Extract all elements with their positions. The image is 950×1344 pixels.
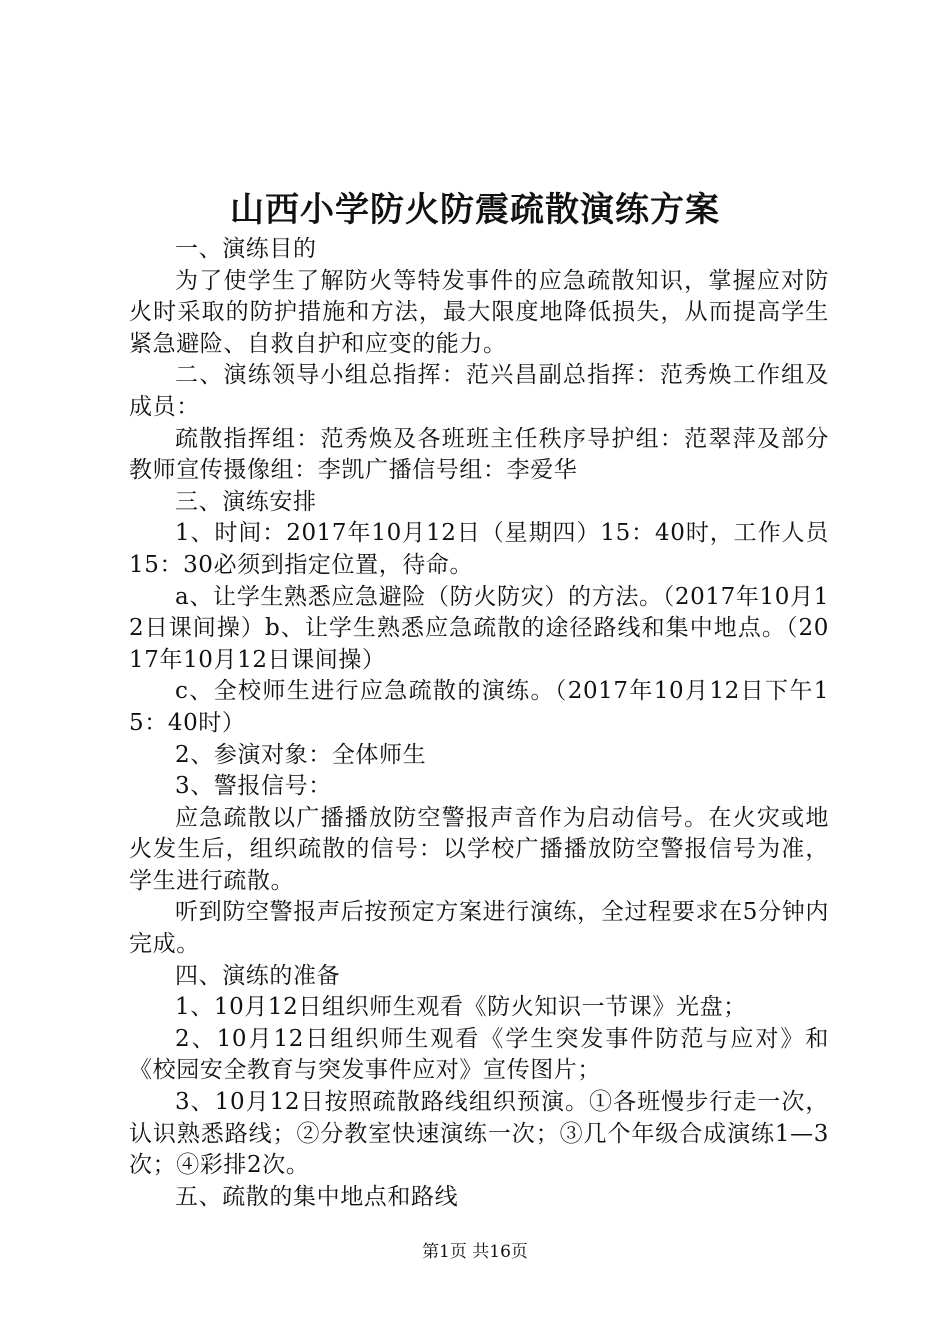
paragraph: 2、10月12日组织师生观看《学生突发事件防范与应对》和《校园安全教育与突发事件应对》宣传图片； <box>129 1025 829 1084</box>
paragraph: 一、演练目的 <box>175 236 317 262</box>
page-number: 第1页 共16页 <box>422 1242 528 1262</box>
paragraph: 五、疏散的集中地点和路线 <box>175 1183 459 1210</box>
paragraph: 疏散指挥组：范秀焕及各班班主任秩序导护组：范翠萍及部分教师宣传摄像组：李凯广播信号组：李爱华 <box>129 425 829 484</box>
paragraph: 四、演练的准备 <box>175 962 341 989</box>
paragraph: 3、警报信号： <box>175 773 332 800</box>
paragraph: 听到防空警报声后按预定方案进行演练，全过程要求在5分钟内完成。 <box>129 899 829 958</box>
paragraph: 1、10月12日组织师生观看《防火知识一节课》光盘； <box>175 994 747 1021</box>
paragraph: 3、10月12日按照疏散路线组织预演。①各班慢步行走一次，认识熟悉路线；②分教室快速演练一次；③几个年级合成演练1—3次；④彩排2次。 <box>129 1089 829 1179</box>
paragraph: 为了使学生了解防火等特发事件的应急疏散知识，掌握应对防火时采取的防护措施和方法，最大限度地降低损失，从而提高学生紧急避险、自救自护和应变的能力。 <box>129 267 829 357</box>
paragraph: 应急疏散以广播播放防空警报声音作为启动信号。在火灾或地火发生后，组织疏散的信号：以学校广播播放防空警报信号为准，学生进行疏散。 <box>129 804 829 894</box>
document-title: 山西小学防火防震疏散演练方案 <box>230 190 720 230</box>
paragraph: 二、演练领导小组总指挥：范兴昌副总指挥：范秀焕工作组及成员： <box>129 362 829 420</box>
paragraph: 三、演练安排 <box>175 488 317 515</box>
paragraph: a、让学生熟悉应急避险（防火防灾）的方法。（2017年10月12日课间操）b、让学生熟悉应急疏散的途径路线和集中地点。（2017年10月12日课间操） <box>129 583 829 673</box>
paragraph: 1、时间：2017年10月12日（星期四）15：40时，工作人员15：30必须到指定位置，待命。 <box>129 520 829 578</box>
document-body <box>129 234 829 1213</box>
paragraph: c、全校师生进行应急疏散的演练。（2017年10月12日下午15：40时） <box>129 678 829 736</box>
paragraph: 2、参演对象：全体师生 <box>175 741 427 768</box>
